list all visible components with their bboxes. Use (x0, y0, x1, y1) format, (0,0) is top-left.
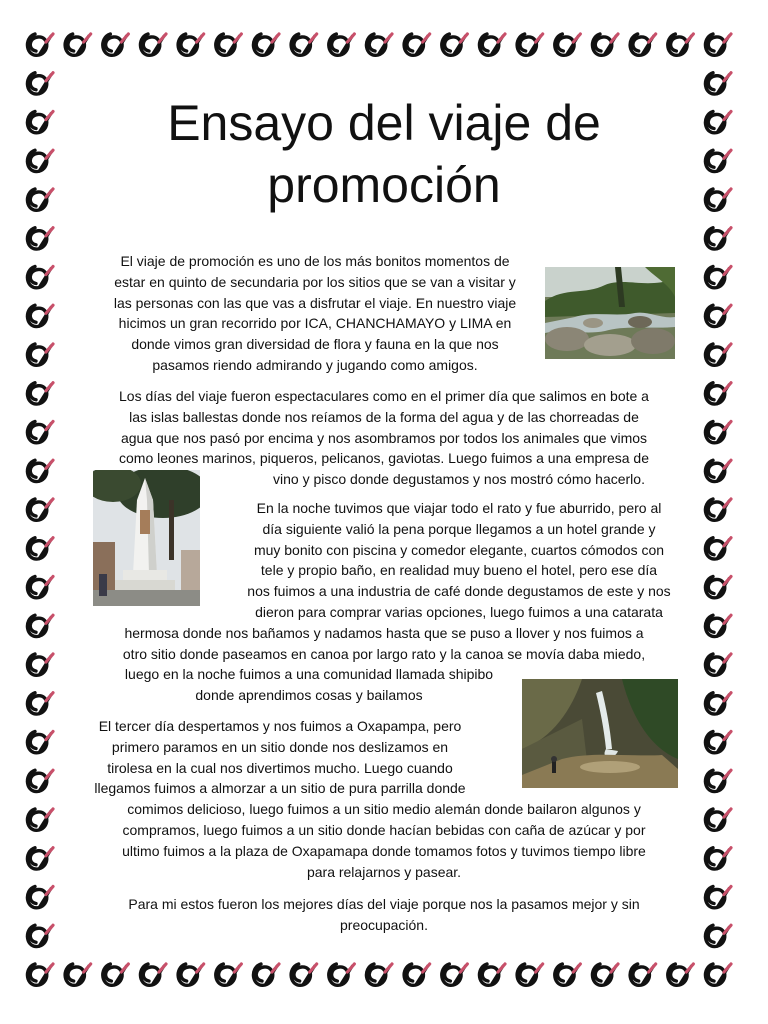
border-swirl (404, 964, 430, 985)
border-swirl (555, 964, 581, 985)
border-swirl (630, 964, 656, 985)
border-swirl (27, 112, 53, 133)
paragraph-line: estar en quinto de secundaria por los sitios que se van a visitar y (114, 273, 516, 290)
border-swirl (668, 964, 694, 985)
border-swirl (27, 577, 53, 598)
paragraph-line: donde vimos gran diversidad de flora y fauna en la que nos (131, 336, 499, 353)
border-swirl (630, 34, 656, 55)
border-swirl (668, 34, 694, 55)
border-swirl (103, 964, 129, 985)
border-swirl (291, 34, 317, 55)
border-swirl (27, 189, 53, 210)
border-swirl (479, 964, 505, 985)
border-swirl (27, 538, 53, 559)
border-swirl (27, 732, 53, 753)
paragraph-line: En la noche tuvimos que viajar todo el rato y fue aburrido, pero al (256, 500, 662, 516)
border-swirl (27, 499, 53, 520)
border-swirl (705, 305, 731, 326)
border-swirl (705, 770, 731, 791)
border-swirl (705, 577, 731, 598)
border-swirl (329, 34, 355, 55)
border-swirl (27, 693, 53, 714)
monument-photo (93, 470, 200, 606)
border-swirl (705, 34, 731, 55)
title-line-2: promoción (267, 157, 501, 213)
border-swirl (27, 383, 53, 404)
border-swirl (705, 267, 731, 288)
paragraph-line: nos fuimos a una industria de café donde degustamos de este y nos (247, 583, 671, 600)
border-swirl (27, 150, 53, 171)
paragraph-line: comimos delicioso, luego fuimos a un sitio medio alemán donde bailaron algunos y (127, 801, 641, 818)
paragraph-line: las islas ballestas donde nos reíamos de la forma del agua y de las chorreadas de (129, 408, 639, 425)
paragraph-line: tirolesa en la cual nos divertimos mucho. Luego cuando (107, 759, 453, 776)
border-swirl (705, 73, 731, 94)
border-swirl (705, 615, 731, 636)
border-swirl (705, 499, 731, 520)
border-swirl (65, 34, 91, 55)
border-swirl (705, 887, 731, 908)
border-swirl (555, 34, 581, 55)
border-swirl (705, 383, 731, 404)
border-swirl (178, 34, 204, 55)
border-swirl (517, 964, 543, 985)
border-swirl (705, 150, 731, 171)
waterfall-photo (522, 679, 678, 788)
border-swirl (705, 112, 731, 133)
page-title (80, 92, 688, 216)
paragraph-line: pasamos riendo admirando y jugando como amigos. (152, 356, 478, 373)
border-swirl (592, 964, 618, 985)
border-swirl (216, 964, 242, 985)
river-rocks-photo (545, 267, 675, 359)
border-swirl (253, 34, 279, 55)
border-swirl (705, 732, 731, 753)
paragraph-line: donde aprendimos cosas y bailamos (195, 687, 423, 704)
paragraph-line: otro sitio donde paseamos en canoa por largo rato y la canoa se movía daba miedo, (122, 645, 646, 662)
border-swirl (705, 344, 731, 365)
border-swirl (705, 848, 731, 869)
border-swirl (705, 693, 731, 714)
paragraph-line: primero paramos en un sitio donde nos deslizamos en (111, 738, 449, 755)
border-swirl (103, 34, 129, 55)
border-swirl (216, 34, 242, 55)
paragraph-line: para relajarnos y pasear. (306, 863, 462, 880)
border-swirl (291, 964, 317, 985)
paragraph-line: compramos, luego fuimos a un sitio donde hacían bebidas con caña de azúcar y por (122, 821, 646, 838)
title-line-1: Ensayo del viaje de (167, 95, 601, 151)
border-swirl (404, 34, 430, 55)
paragraph-line: como leones marinos, piqueros, pelicanos, gaviotas. Luego fuimos a una empresa de (119, 450, 649, 467)
paragraph-1 (86, 251, 544, 376)
border-swirl (27, 73, 53, 94)
paragraph-line: ultimo fuimos a la plaza de Oxapamapa donde tomamos fotos y tuvimos tiempo libre (122, 842, 646, 859)
border-swirl (27, 34, 53, 55)
border-swirl (705, 189, 731, 210)
paragraph-line: hermosa donde nos bañamos y nadamos hasta que se puso a llover y nos fuimos a (124, 624, 644, 641)
border-swirl (27, 964, 53, 985)
border-swirl (140, 34, 166, 55)
border-swirl (27, 267, 53, 288)
paragraph-line: luego en la noche fuimos a una comunidad llamada shipibo (124, 666, 494, 683)
paragraph-line: preocupación. (340, 916, 428, 933)
paragraph-line: las personas con las que vas a disfrutar el viaje. En nuestro viaje (113, 294, 517, 311)
border-swirl (27, 305, 53, 326)
border-swirl (705, 925, 731, 946)
paragraph-line: El tercer día despertamos y nos fuimos a Oxapampa, pero (98, 718, 462, 734)
paragraph-line: agua que nos pasó por encima y nos asombramos por todos los animales que vimos (120, 429, 648, 446)
border-swirl (27, 228, 53, 249)
border-swirl (517, 34, 543, 55)
border-swirl (705, 654, 731, 675)
paragraph-line: vino y pisco donde degustamos y nos mostró cómo hacerlo. (273, 471, 645, 488)
border-swirl (442, 964, 468, 985)
border-swirl (27, 654, 53, 675)
border-swirl (705, 228, 731, 249)
border-swirl (705, 422, 731, 443)
paragraph-line: Para mi estos fueron los mejores días del viaje porque nos la pasamos mejor y sin (128, 896, 640, 912)
border-swirl (705, 460, 731, 481)
paragraph-line: día siguiente valió la pena porque llegamos a un hotel grande y (262, 520, 656, 537)
border-swirl (479, 34, 505, 55)
paragraph-5 (80, 894, 688, 936)
paragraph-line: tele y propio baño, en realidad muy bueno el hotel, pero ese día (260, 562, 658, 579)
border-swirl (140, 964, 166, 985)
paragraph-line: hicimos un gran recorrido por ICA, CHANCHAMAYO y LIMA en (118, 315, 512, 332)
border-swirl (27, 344, 53, 365)
paragraph-line: El viaje de promoción es uno de los más bonitos momentos de (120, 253, 510, 269)
border-swirl (65, 964, 91, 985)
border-swirl (253, 964, 279, 985)
paragraph-line: dieron para comprar varias opciones, luego fuimos a una catarata (255, 603, 663, 620)
border-swirl (592, 34, 618, 55)
border-swirl (329, 964, 355, 985)
border-swirl (27, 460, 53, 481)
paragraph-line: Los días del viaje fueron espectaculares como en el primer día que salimos en bote a (119, 388, 649, 404)
border-swirl (366, 964, 392, 985)
border-swirl (27, 615, 53, 636)
paragraph-line: muy bonito con piscina y comedor elegante, cuartos cómodos con (253, 541, 665, 558)
border-swirl (705, 964, 731, 985)
border-swirl (27, 887, 53, 908)
border-swirl (27, 422, 53, 443)
border-swirl (27, 770, 53, 791)
border-swirl (27, 925, 53, 946)
border-swirl (178, 964, 204, 985)
paragraph-line: llegamos fuimos a almorzar a un sitio de pura parrilla donde (94, 780, 466, 797)
border-swirl (27, 809, 53, 830)
border-swirl (705, 538, 731, 559)
border-swirl (27, 848, 53, 869)
border-swirl (442, 34, 468, 55)
border-swirl (366, 34, 392, 55)
border-swirl (705, 809, 731, 830)
